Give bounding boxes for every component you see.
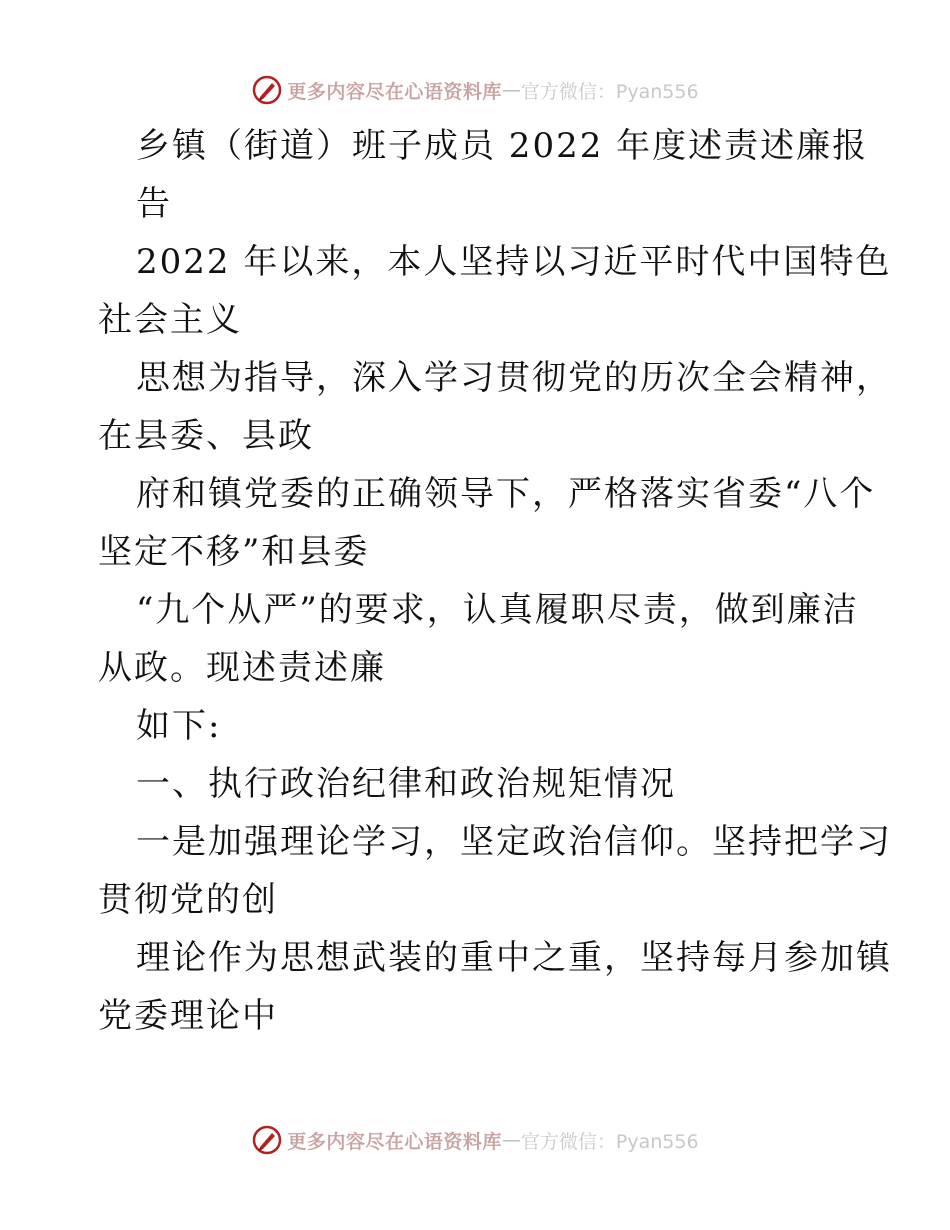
footer-watermark — [0, 1120, 950, 1160]
document-line: 党委理论中 — [98, 996, 278, 1036]
pen-circle-icon — [251, 1124, 283, 1156]
watermark-contact: 官方微信：Pyan556 — [520, 80, 699, 103]
document-line: 坚定不移”和县委 — [98, 532, 370, 572]
watermark-dash: — — [501, 1129, 521, 1151]
watermark-dash: — — [501, 79, 521, 101]
document-line: 一是加强理论学习，坚定政治信仰。坚持把学习 — [136, 822, 892, 862]
watermark-text: 更多内容尽在心语资料库 — [287, 1130, 502, 1153]
document-line: 乡镇（街道）班子成员 2022 年度述责述廉报 — [136, 126, 869, 166]
document-line: 2022 年以来，本人坚持以习近平时代中国特色 — [136, 242, 892, 282]
document-line: 告 — [136, 184, 172, 224]
pen-circle-icon — [251, 74, 283, 106]
document-line: 理论作为思想武装的重中之重，坚持每月参加镇 — [136, 938, 892, 978]
document-line: 一、执行政治纪律和政治规矩情况 — [136, 764, 676, 804]
document-line: 贯彻党的创 — [98, 880, 278, 920]
header-watermark — [0, 70, 950, 110]
document-line: 如下: — [136, 706, 222, 746]
document-line: 在县委、县政 — [98, 416, 314, 456]
document-line: 社会主义 — [98, 300, 242, 340]
document-body — [98, 117, 892, 1045]
document-line: “九个从严”的要求，认真履职尽责，做到廉洁 — [136, 590, 859, 630]
document-line: 思想为指导，深入学习贯彻党的历次全会精神， — [136, 358, 892, 398]
document-line: 府和镇党委的正确领导下，严格落实省委“八个 — [136, 474, 876, 514]
watermark-contact: 官方微信：Pyan556 — [520, 1130, 699, 1153]
watermark-text: 更多内容尽在心语资料库 — [287, 80, 502, 103]
document-line: 从政。现述责述廉 — [98, 648, 386, 688]
